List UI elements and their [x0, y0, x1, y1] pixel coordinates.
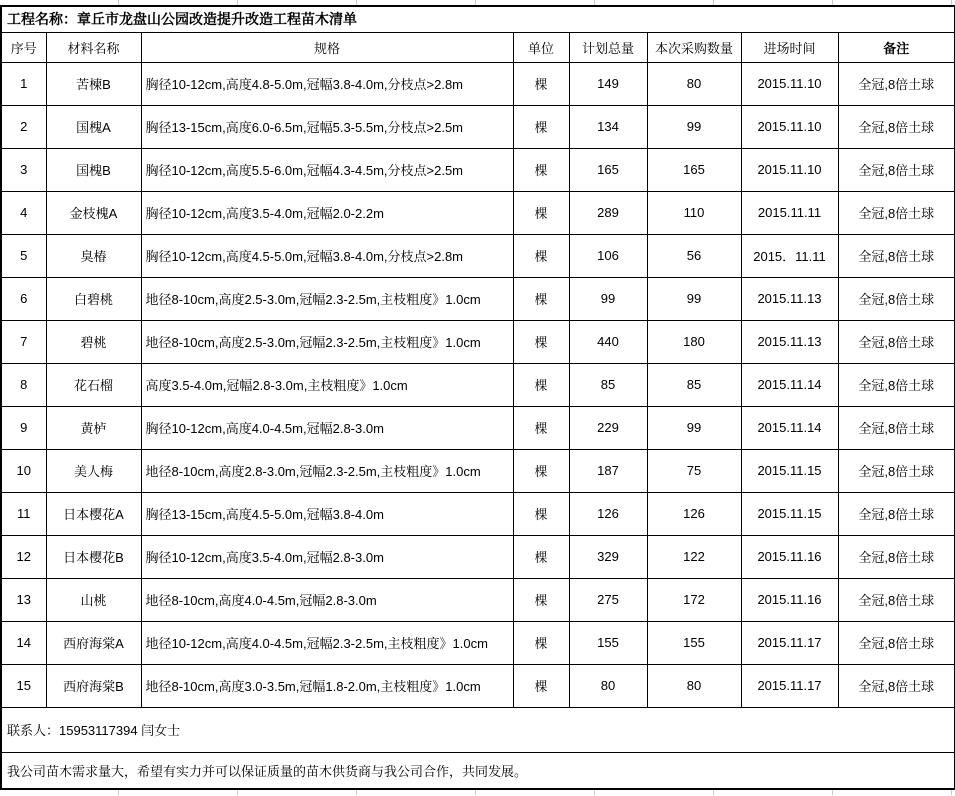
table-row — [1, 621, 955, 664]
table-body — [1, 62, 955, 707]
table-row — [1, 320, 955, 363]
table-row — [1, 535, 955, 578]
cell-planned-total: 165 — [569, 148, 647, 191]
footer-contact-row — [1, 707, 955, 752]
page-title: 工程名称：章丘市龙盘山公园改造提升改造工程苗木清单 — [1, 6, 955, 32]
cell-unit: 棵 — [513, 406, 569, 449]
cell-remark: 全冠,8倍土球 — [838, 535, 955, 578]
cell-material-name: 苦楝B — [46, 62, 141, 105]
table-row — [1, 277, 955, 320]
cell-arrival-date: 2015.11.15 — [741, 449, 838, 492]
cell-seq: 7 — [1, 320, 46, 363]
cell-remark: 全冠,8倍土球 — [838, 105, 955, 148]
cell-arrival-date: 2015.11.14 — [741, 406, 838, 449]
table-head-section — [1, 6, 955, 62]
cell-purchase-qty: 80 — [647, 664, 741, 707]
cell-spec: 胸径10-12cm,高度5.5-6.0m,冠幅4.3-4.5m,分枝点>2.5m — [141, 148, 513, 191]
table-row — [1, 363, 955, 406]
cell-seq: 1 — [1, 62, 46, 105]
gridline-artifact-bottom — [0, 790, 954, 795]
cell-material-name: 山桃 — [46, 578, 141, 621]
table-footer-section — [1, 707, 955, 789]
cell-seq: 13 — [1, 578, 46, 621]
cell-planned-total: 187 — [569, 449, 647, 492]
cell-material-name: 白碧桃 — [46, 277, 141, 320]
cell-purchase-qty: 155 — [647, 621, 741, 664]
cell-seq: 12 — [1, 535, 46, 578]
table-row — [1, 105, 955, 148]
header-purchase: 本次采购数量 — [647, 32, 741, 62]
cell-planned-total: 289 — [569, 191, 647, 234]
cell-material-name: 碧桃 — [46, 320, 141, 363]
cell-planned-total: 126 — [569, 492, 647, 535]
cell-planned-total: 155 — [569, 621, 647, 664]
cell-remark: 全冠,8倍土球 — [838, 320, 955, 363]
cell-arrival-date: 2015.11.11 — [741, 191, 838, 234]
table-row — [1, 492, 955, 535]
cell-material-name: 日本樱花A — [46, 492, 141, 535]
cell-purchase-qty: 99 — [647, 406, 741, 449]
cell-material-name: 日本樱花B — [46, 535, 141, 578]
cell-material-name: 臭椿 — [46, 234, 141, 277]
cell-arrival-date: 2015.11.10 — [741, 105, 838, 148]
table-header-row — [1, 32, 955, 62]
cell-spec: 胸径10-12cm,高度3.5-4.0m,冠幅2.0-2.2m — [141, 191, 513, 234]
table-row — [1, 62, 955, 105]
cell-purchase-qty: 126 — [647, 492, 741, 535]
cell-arrival-date: 2015.11.13 — [741, 277, 838, 320]
table-row — [1, 148, 955, 191]
contact-text: 联系人：15953117394 闫女士 — [1, 707, 955, 752]
cell-unit: 棵 — [513, 492, 569, 535]
cell-purchase-qty: 122 — [647, 535, 741, 578]
cell-purchase-qty: 165 — [647, 148, 741, 191]
cell-unit: 棵 — [513, 535, 569, 578]
cell-unit: 棵 — [513, 664, 569, 707]
cell-remark: 全冠,8倍土球 — [838, 191, 955, 234]
cell-material-name: 美人梅 — [46, 449, 141, 492]
cell-spec: 地径8-10cm,高度2.5-3.0m,冠幅2.3-2.5m,主枝粗度》1.0cm — [141, 277, 513, 320]
cell-unit: 棵 — [513, 320, 569, 363]
cell-unit: 棵 — [513, 191, 569, 234]
cell-planned-total: 149 — [569, 62, 647, 105]
cell-purchase-qty: 99 — [647, 105, 741, 148]
cell-planned-total: 229 — [569, 406, 647, 449]
cell-seq: 8 — [1, 363, 46, 406]
cell-spec: 胸径13-15cm,高度4.5-5.0m,冠幅3.8-4.0m — [141, 492, 513, 535]
cell-unit: 棵 — [513, 62, 569, 105]
cell-unit: 棵 — [513, 105, 569, 148]
cell-unit: 棵 — [513, 363, 569, 406]
cell-spec: 地径8-10cm,高度2.8-3.0m,冠幅2.3-2.5m,主枝粗度》1.0cm — [141, 449, 513, 492]
header-date: 进场时间 — [741, 32, 838, 62]
cell-purchase-qty: 99 — [647, 277, 741, 320]
cell-seq: 6 — [1, 277, 46, 320]
cell-remark: 全冠,8倍土球 — [838, 148, 955, 191]
header-spec: 规格 — [141, 32, 513, 62]
cell-remark: 全冠,8倍土球 — [838, 363, 955, 406]
cell-unit: 棵 — [513, 148, 569, 191]
cell-material-name: 金枝槐A — [46, 191, 141, 234]
cell-material-name: 西府海棠A — [46, 621, 141, 664]
cell-spec: 地径8-10cm,高度2.5-3.0m,冠幅2.3-2.5m,主枝粗度》1.0cm — [141, 320, 513, 363]
cell-material-name: 国槐A — [46, 105, 141, 148]
cell-material-name: 国槐B — [46, 148, 141, 191]
cell-arrival-date: 2015.11.17 — [741, 664, 838, 707]
cell-spec: 胸径13-15cm,高度6.0-6.5m,冠幅5.3-5.5m,分枝点>2.5m — [141, 105, 513, 148]
cell-spec: 胸径10-12cm,高度4.8-5.0m,冠幅3.8-4.0m,分枝点>2.8m — [141, 62, 513, 105]
cell-seq: 4 — [1, 191, 46, 234]
cell-material-name: 花石榴 — [46, 363, 141, 406]
table-row — [1, 664, 955, 707]
cell-planned-total: 329 — [569, 535, 647, 578]
cell-planned-total: 85 — [569, 363, 647, 406]
cell-spec: 胸径10-12cm,高度3.5-4.0m,冠幅2.8-3.0m — [141, 535, 513, 578]
header-total: 计划总量 — [569, 32, 647, 62]
cell-seq: 10 — [1, 449, 46, 492]
footer-note-row — [1, 752, 955, 789]
cell-unit: 棵 — [513, 277, 569, 320]
cell-planned-total: 134 — [569, 105, 647, 148]
cell-remark: 全冠,8倍土球 — [838, 621, 955, 664]
cell-seq: 14 — [1, 621, 46, 664]
cell-seq: 3 — [1, 148, 46, 191]
header-name: 材料名称 — [46, 32, 141, 62]
cell-remark: 全冠,8倍土球 — [838, 578, 955, 621]
cell-remark: 全冠,8倍土球 — [838, 62, 955, 105]
table-row — [1, 449, 955, 492]
cell-unit: 棵 — [513, 449, 569, 492]
cell-arrival-date: 2015.11.13 — [741, 320, 838, 363]
cell-unit: 棵 — [513, 621, 569, 664]
table-row — [1, 191, 955, 234]
note-text: 我公司苗木需求量大，希望有实力并可以保证质量的苗木供货商与我公司合作，共同发展。 — [1, 752, 955, 789]
cell-purchase-qty: 110 — [647, 191, 741, 234]
cell-planned-total: 106 — [569, 234, 647, 277]
cell-remark: 全冠,8倍土球 — [838, 277, 955, 320]
header-unit: 单位 — [513, 32, 569, 62]
cell-seq: 5 — [1, 234, 46, 277]
cell-arrival-date: 2015.11.15 — [741, 492, 838, 535]
cell-material-name: 西府海棠B — [46, 664, 141, 707]
cell-spec: 地径8-10cm,高度3.0-3.5m,冠幅1.8-2.0m,主枝粗度》1.0cm — [141, 664, 513, 707]
cell-remark: 全冠,8倍土球 — [838, 492, 955, 535]
table-row — [1, 578, 955, 621]
table-title-row — [1, 6, 955, 32]
cell-seq: 11 — [1, 492, 46, 535]
cell-seq: 2 — [1, 105, 46, 148]
cell-purchase-qty: 80 — [647, 62, 741, 105]
cell-remark: 全冠,8倍土球 — [838, 449, 955, 492]
cell-seq: 9 — [1, 406, 46, 449]
cell-planned-total: 80 — [569, 664, 647, 707]
cell-remark: 全冠,8倍土球 — [838, 664, 955, 707]
cell-planned-total: 275 — [569, 578, 647, 621]
cell-purchase-qty: 85 — [647, 363, 741, 406]
cell-remark: 全冠,8倍土球 — [838, 234, 955, 277]
cell-unit: 棵 — [513, 234, 569, 277]
cell-purchase-qty: 75 — [647, 449, 741, 492]
cell-arrival-date: 2015.11.10 — [741, 148, 838, 191]
cell-arrival-date: 2015.11.16 — [741, 535, 838, 578]
cell-purchase-qty: 56 — [647, 234, 741, 277]
header-seq: 序号 — [1, 32, 46, 62]
table-row — [1, 234, 955, 277]
cell-purchase-qty: 172 — [647, 578, 741, 621]
cell-spec: 胸径10-12cm,高度4.5-5.0m,冠幅3.8-4.0m,分枝点>2.8m — [141, 234, 513, 277]
cell-spec: 地径10-12cm,高度4.0-4.5m,冠幅2.3-2.5m,主枝粗度》1.0cm — [141, 621, 513, 664]
cell-planned-total: 440 — [569, 320, 647, 363]
cell-arrival-date: 2015.11.10 — [741, 62, 838, 105]
table-row — [1, 406, 955, 449]
cell-arrival-date: 2015.11.16 — [741, 578, 838, 621]
cell-purchase-qty: 180 — [647, 320, 741, 363]
header-remark: 备注 — [838, 32, 955, 62]
cell-arrival-date: 2015．11.11 — [741, 234, 838, 277]
seedling-list-table — [0, 5, 955, 790]
cell-planned-total: 99 — [569, 277, 647, 320]
cell-arrival-date: 2015.11.14 — [741, 363, 838, 406]
cell-spec: 地径8-10cm,高度4.0-4.5m,冠幅2.8-3.0m — [141, 578, 513, 621]
cell-spec: 胸径10-12cm,高度4.0-4.5m,冠幅2.8-3.0m — [141, 406, 513, 449]
cell-remark: 全冠,8倍土球 — [838, 406, 955, 449]
cell-arrival-date: 2015.11.17 — [741, 621, 838, 664]
cell-unit: 棵 — [513, 578, 569, 621]
cell-seq: 15 — [1, 664, 46, 707]
cell-material-name: 黄栌 — [46, 406, 141, 449]
cell-spec: 高度3.5-4.0m,冠幅2.8-3.0m,主枝粗度》1.0cm — [141, 363, 513, 406]
